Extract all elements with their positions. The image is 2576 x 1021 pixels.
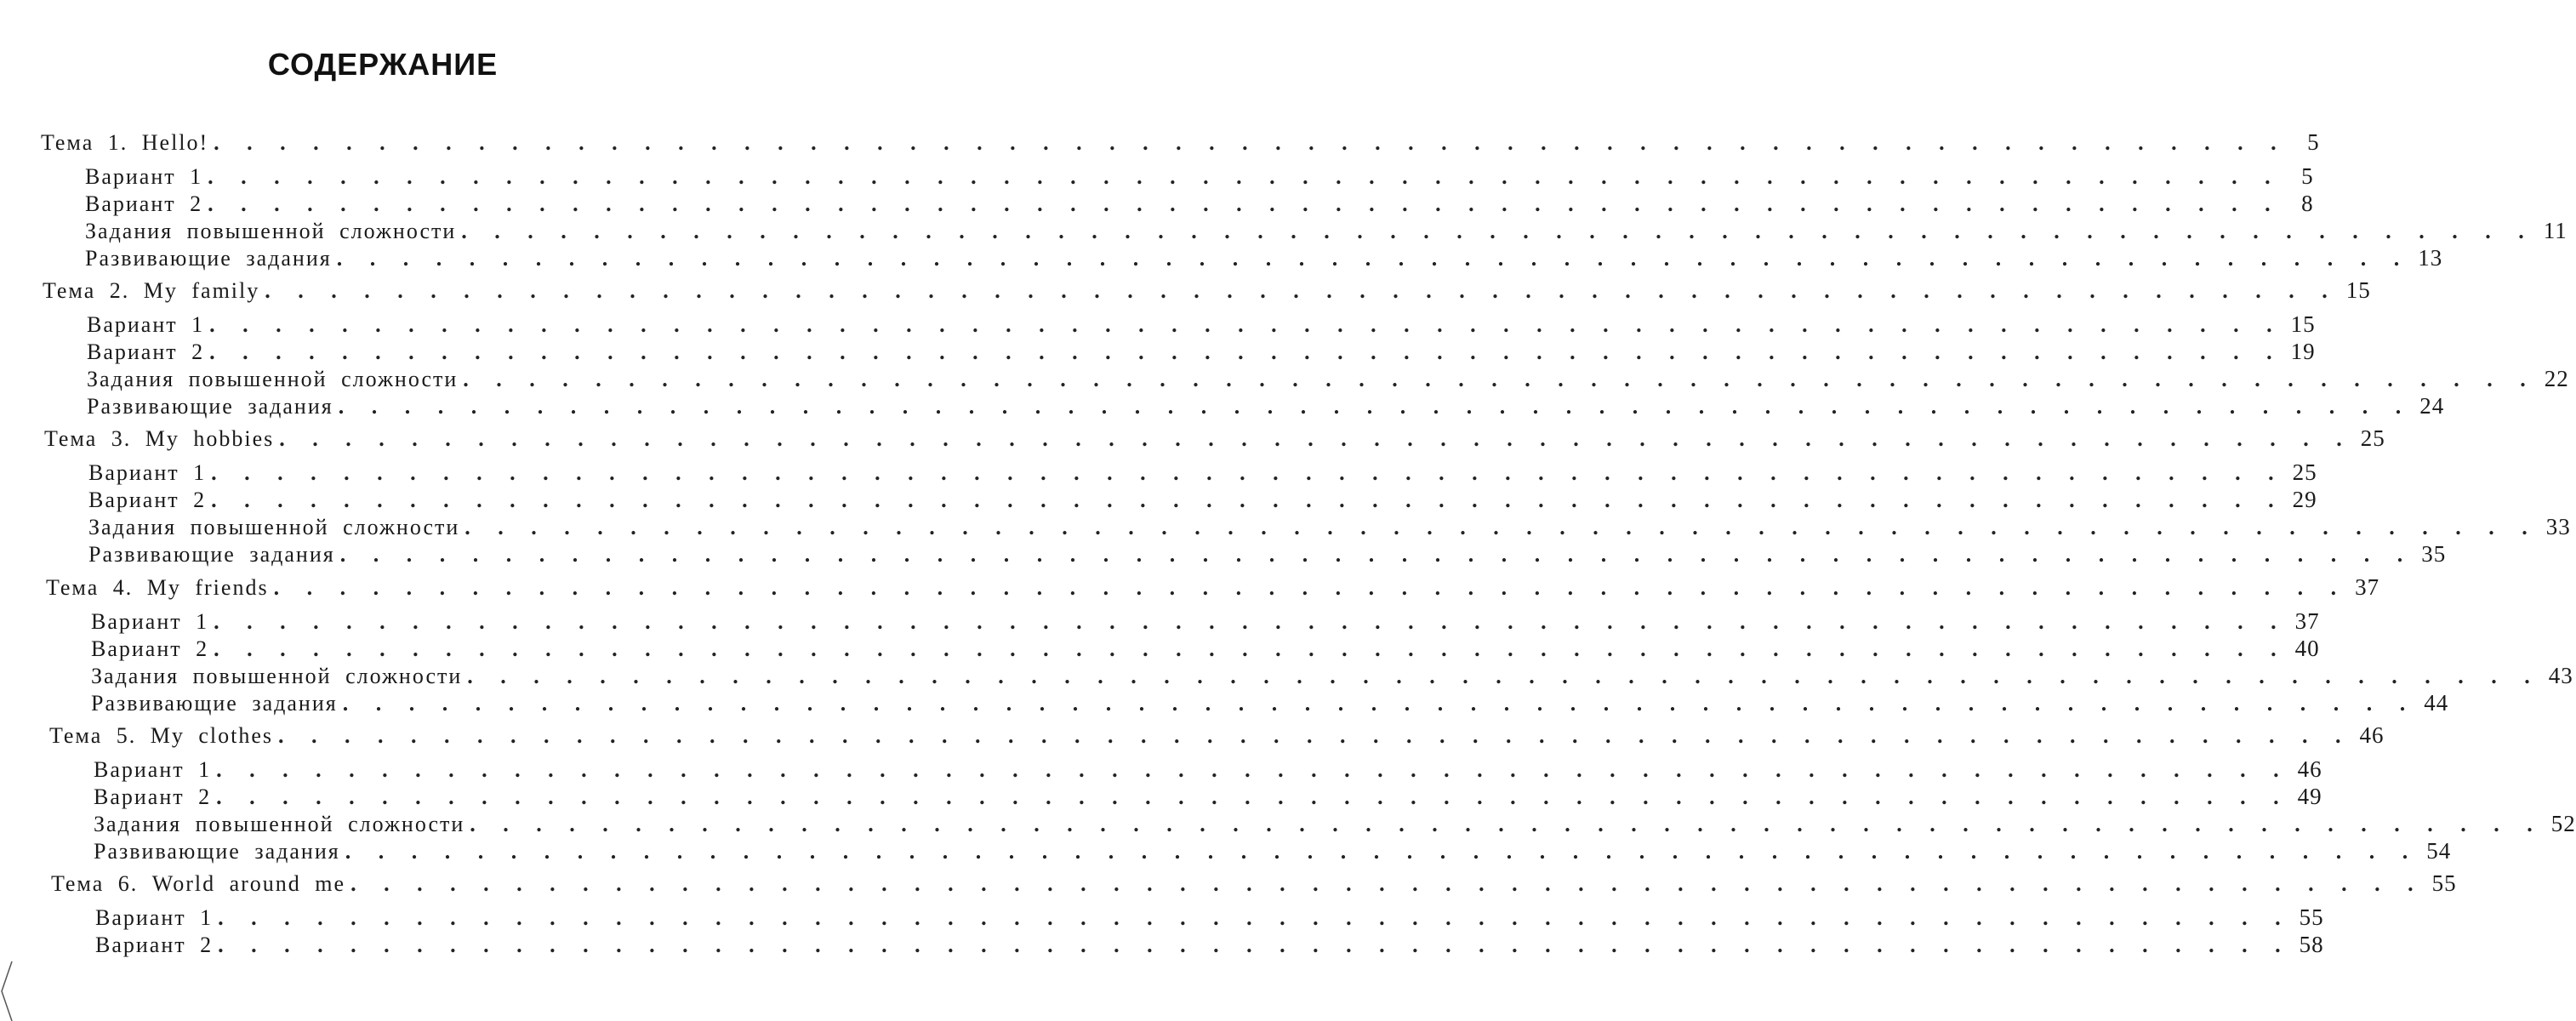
toc-section-heading[interactable]	[43, 277, 2371, 305]
dot-leader: . . . . . . . . . . . . . . . . . . . . . . . . . . . . . . . . . . . . . . . . . . . . . . . . . . . . . . . . . . . . . . .	[336, 246, 2408, 271]
toc-page-number: 5	[2301, 163, 2314, 189]
toc-item[interactable]	[91, 663, 2573, 690]
toc-entry-label: Задания повышенной сложности	[88, 515, 460, 539]
page-edge-mark	[0, 961, 12, 1021]
dot-leader: . . . . . . . . . . . . . . . . . . . . . . . . . . . . . . . . . . . . . . . . . . . . . . . . . . . . . . . . . . . . . . .	[209, 312, 2280, 337]
dot-leader: . . . . . . . . . . . . . . . . . . . . . . . . . . . . . . . . . . . . . . . . . . . . . . . . . . . . . . . . . . . . . . .	[350, 871, 2421, 896]
toc-entry-label: Развивающие задания	[87, 394, 333, 419]
toc-entry-label: Вариант 2	[88, 488, 207, 512]
toc-entry-label: Тема 3. My hobbies	[44, 426, 275, 451]
toc-item[interactable]	[85, 163, 2314, 191]
toc-page-number: 13	[2418, 245, 2443, 271]
toc-item[interactable]	[87, 366, 2569, 393]
toc-item[interactable]	[87, 339, 2316, 366]
toc-item[interactable]	[88, 459, 2317, 487]
toc-entry-label: Тема 4. My friends	[46, 575, 269, 600]
toc-page-number: 37	[2294, 608, 2320, 634]
toc-entry-label: Вариант 2	[87, 339, 205, 364]
toc-item[interactable]	[85, 245, 2443, 272]
toc-page-number: 58	[2299, 932, 2324, 957]
toc-item[interactable]	[95, 932, 2324, 959]
toc-entry-label: Задания повышенной сложности	[91, 664, 463, 688]
toc-page-number: 40	[2294, 636, 2320, 661]
toc-page-number: 33	[2545, 514, 2571, 539]
toc-page-number: 44	[2424, 690, 2449, 716]
toc-page-number: 55	[2431, 870, 2457, 896]
toc-section-heading[interactable]	[44, 425, 2385, 453]
toc-item[interactable]	[94, 784, 2322, 811]
dot-leader: . . . . . . . . . . . . . . . . . . . . . . . . . . . . . . . . . . . . . . . . . . . . . . . . . . . . . . . . . . . . . . .	[342, 691, 2414, 716]
dot-leader: . . . . . . . . . . . . . . . . . . . . . . . . . . . . . . . . . . . . . . . . . . . . . . . . . . . . . . . . . . . . . . .	[279, 426, 2350, 451]
dot-leader: . . . . . . . . . . . . . . . . . . . . . . . . . . . . . . . . . . . . . . . . . . . . . . . . . . . . . . . . . . . . . . .	[278, 723, 2349, 748]
toc-page-number: 55	[2299, 904, 2324, 930]
toc-entry-label: Задания повышенной сложности	[94, 812, 465, 836]
toc-entry-label: Вариант 1	[91, 609, 209, 634]
toc-item[interactable]	[91, 690, 2449, 717]
toc-entry-label: Вариант 1	[87, 312, 205, 337]
toc-item[interactable]	[91, 636, 2320, 663]
dot-leader: . . . . . . . . . . . . . . . . . . . . . . . . . . . . . . . . . . . . . . . . . . . . . . . . . . . . . . . . . . . . . . .	[338, 394, 2409, 419]
dot-leader: . . . . . . . . . . . . . . . . . . . . . . . . . . . . . . . . . . . . . . . . . . . . . . . . . . . . . . . . . . . . . . .	[209, 339, 2280, 364]
toc-item[interactable]	[85, 191, 2314, 218]
dot-leader: . . . . . . . . . . . . . . . . . . . . . . . . . . . . . . . . . . . . . . . . . . . . . . . . . . . . . . . . . . . . . . .	[345, 839, 2416, 864]
toc-entry-label: Вариант 2	[94, 784, 212, 809]
toc-entry-label: Развивающие задания	[94, 839, 340, 864]
toc-section-heading[interactable]	[49, 722, 2385, 750]
toc-page-number: 24	[2419, 393, 2445, 419]
dot-leader: . . . . . . . . . . . . . . . . . . . . . . . . . . . . . . . . . . . . . . . . . . . . . . . . . . . . . . . . . . . . . . .	[467, 664, 2538, 688]
toc-page-number: 46	[2297, 756, 2322, 782]
toc-item[interactable]	[88, 487, 2317, 514]
toc-item[interactable]	[94, 811, 2576, 838]
toc-entry-label: Задания повышенной сложности	[87, 367, 459, 391]
toc-item[interactable]	[88, 514, 2571, 541]
dot-leader: . . . . . . . . . . . . . . . . . . . . . . . . . . . . . . . . . . . . . . . . . . . . . . . . . . . . . . . . . . . . . . .	[216, 757, 2287, 782]
toc-page-number: 37	[2355, 574, 2380, 600]
toc-page-number: 35	[2421, 541, 2447, 567]
toc-item[interactable]	[85, 218, 2567, 245]
dot-leader: . . . . . . . . . . . . . . . . . . . . . . . . . . . . . . . . . . . . . . . . . . . . . . . . . . . . . . . . . . . . . . .	[461, 219, 2532, 243]
toc-entry-label: Вариант 1	[88, 460, 207, 485]
toc-entry-label: Тема 6. World around me	[51, 871, 346, 896]
toc-page-number: 52	[2550, 811, 2576, 836]
toc-entry-label: Тема 2. My family	[43, 278, 260, 303]
toc-entry-label: Задания повышенной сложности	[85, 219, 457, 243]
toc-section-heading[interactable]	[41, 129, 2320, 157]
toc-entry-label: Развивающие задания	[91, 691, 338, 716]
dot-leader: . . . . . . . . . . . . . . . . . . . . . . . . . . . . . . . . . . . . . . . . . . . . . . . . . . . . . . . . . . . . . . .	[463, 367, 2533, 391]
toc-entry-label: Вариант 1	[95, 905, 214, 930]
dot-leader: . . . . . . . . . . . . . . . . . . . . . . . . . . . . . . . . . . . . . . . . . . . . . . . . . . . . . . . . . . . . . . .	[214, 609, 2284, 634]
toc-item[interactable]	[94, 838, 2452, 865]
toc-item[interactable]	[87, 393, 2445, 420]
toc-section-heading[interactable]	[46, 574, 2380, 602]
toc-section-heading[interactable]	[51, 870, 2457, 898]
dot-leader: . . . . . . . . . . . . . . . . . . . . . . . . . . . . . . . . . . . . . . . . . . . . . . . . . . . . . . . . . . . . . . .	[214, 636, 2284, 661]
toc-entry-label: Вариант 2	[91, 636, 209, 661]
toc-page-number: 11	[2543, 218, 2567, 243]
dot-leader: . . . . . . . . . . . . . . . . . . . . . . . . . . . . . . . . . . . . . . . . . . . . . . . . . . . . . . . . . . . . . . .	[265, 278, 2335, 303]
dot-leader: . . . . . . . . . . . . . . . . . . . . . . . . . . . . . . . . . . . . . . . . . . . . . . . . . . . . . . . . . . . . . . .	[339, 542, 2411, 567]
toc-page-number: 15	[2290, 311, 2316, 337]
dot-leader: . . . . . . . . . . . . . . . . . . . . . . . . . . . . . . . . . . . . . . . . . . . . . . . . . . . . . . . . . . . . . . .	[208, 164, 2278, 189]
toc-page-number: 15	[2345, 277, 2371, 303]
toc-page-number: 25	[2360, 425, 2385, 451]
toc-item[interactable]	[91, 608, 2320, 636]
toc-page-number: 46	[2359, 722, 2385, 748]
dot-leader: . . . . . . . . . . . . . . . . . . . . . . . . . . . . . . . . . . . . . . . . . . . . . . . . . . . . . . . . . . . . . . .	[273, 575, 2345, 600]
dot-leader: . . . . . . . . . . . . . . . . . . . . . . . . . . . . . . . . . . . . . . . . . . . . . . . . . . . . . . . . . . . . . . .	[208, 191, 2278, 216]
dot-leader: . . . . . . . . . . . . . . . . . . . . . . . . . . . . . . . . . . . . . . . . . . . . . . . . . . . . . . . . . . . . . . .	[216, 784, 2287, 809]
toc-entry-label: Вариант 2	[85, 191, 203, 216]
toc-item[interactable]	[88, 541, 2447, 568]
dot-leader: . . . . . . . . . . . . . . . . . . . . . . . . . . . . . . . . . . . . . . . . . . . . . . . . . . . . . . . . . . . . . . .	[214, 130, 2284, 155]
toc-page-number: 5	[2307, 129, 2320, 155]
toc-page-number: 43	[2548, 663, 2573, 688]
page-title: СОДЕРЖАНИЕ	[267, 47, 499, 82]
toc-page-number: 29	[2292, 487, 2317, 512]
toc-entry-label: Развивающие задания	[88, 542, 335, 567]
toc-entry-label: Тема 5. My clothes	[49, 723, 274, 748]
toc-entry-label: Вариант 2	[95, 933, 214, 957]
dot-leader: . . . . . . . . . . . . . . . . . . . . . . . . . . . . . . . . . . . . . . . . . . . . . . . . . . . . . . . . . . . . . . .	[464, 515, 2535, 539]
toc-page-number: 25	[2292, 459, 2317, 485]
toc-page-number: 49	[2297, 784, 2322, 809]
dot-leader: . . . . . . . . . . . . . . . . . . . . . . . . . . . . . . . . . . . . . . . . . . . . . . . . . . . . . . . . . . . . . . .	[211, 488, 2282, 512]
toc-page-number: 19	[2290, 339, 2316, 364]
dot-leader: . . . . . . . . . . . . . . . . . . . . . . . . . . . . . . . . . . . . . . . . . . . . . . . . . . . . . . . . . . . . . . .	[211, 460, 2282, 485]
toc-item[interactable]	[94, 756, 2322, 784]
dot-leader: . . . . . . . . . . . . . . . . . . . . . . . . . . . . . . . . . . . . . . . . . . . . . . . . . . . . . . . . . . . . . . .	[218, 905, 2288, 930]
toc-page-number: 54	[2426, 838, 2452, 864]
toc-page-number: 22	[2544, 366, 2569, 391]
toc-entry-label: Развивающие задания	[85, 246, 332, 271]
toc-entry-label: Вариант 1	[85, 164, 203, 189]
dot-leader: . . . . . . . . . . . . . . . . . . . . . . . . . . . . . . . . . . . . . . . . . . . . . . . . . . . . . . . . . . . . . . .	[470, 812, 2540, 836]
toc-entry-label: Вариант 1	[94, 757, 212, 782]
toc-item[interactable]	[95, 904, 2324, 932]
toc-entry-label: Тема 1. Hello!	[41, 130, 209, 155]
dot-leader: . . . . . . . . . . . . . . . . . . . . . . . . . . . . . . . . . . . . . . . . . . . . . . . . . . . . . . . . . . . . . . .	[218, 933, 2288, 957]
toc-page-number: 8	[2301, 191, 2314, 216]
toc-item[interactable]	[87, 311, 2316, 339]
